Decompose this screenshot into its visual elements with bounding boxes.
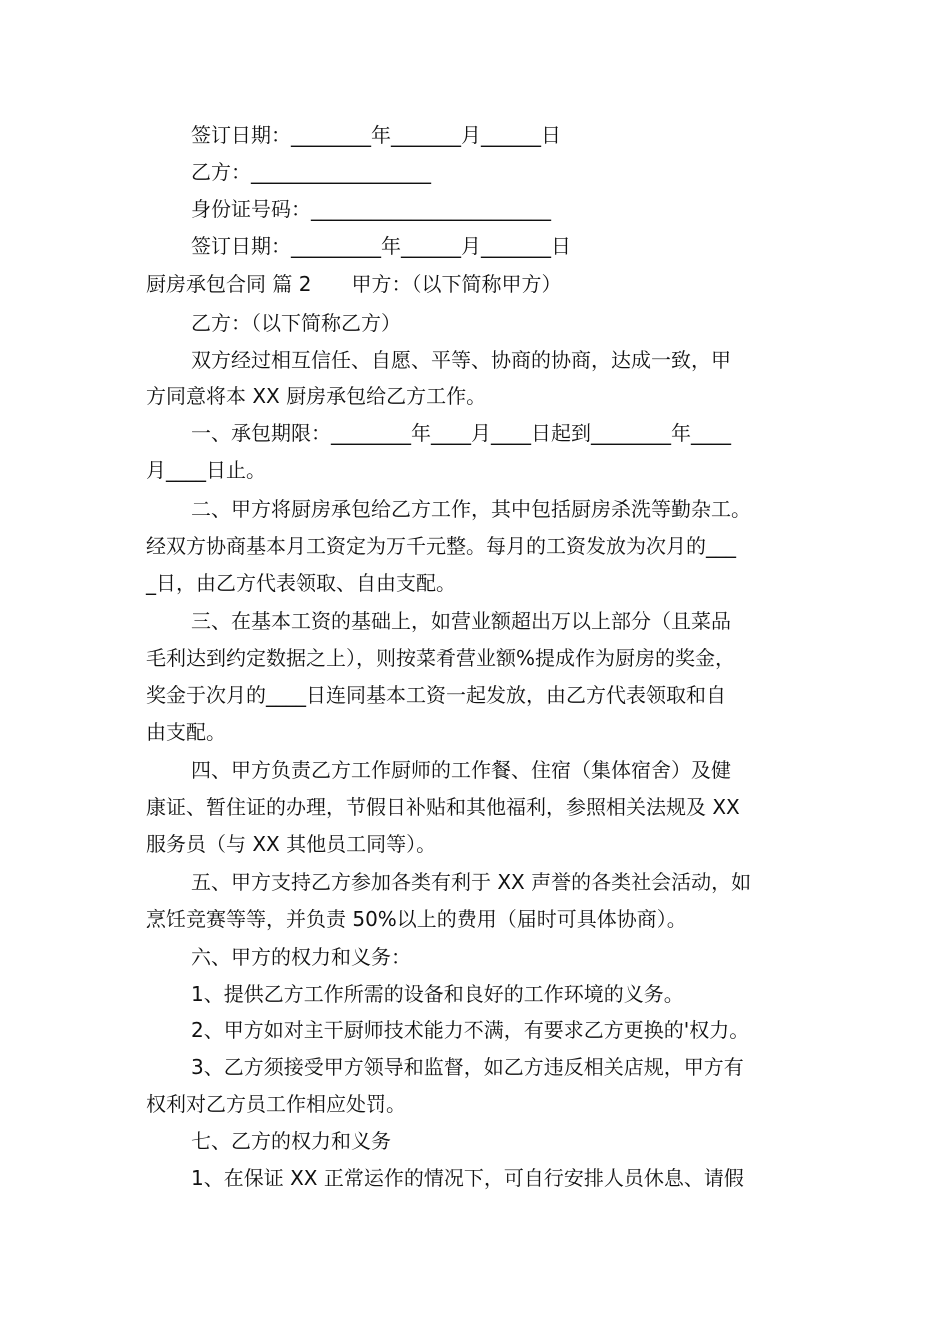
paragraph-line: 双方经过相互信任、自愿、平等、协商的协商，达成一致，甲 (191, 348, 731, 372)
clause-1-line: 月____日止。 (146, 458, 266, 482)
clause-3-line: 三、在基本工资的基础上，如营业额超出万以上部分（且菜品 (191, 609, 731, 633)
clause-7-heading: 七、乙方的权力和义务 (191, 1129, 391, 1153)
contract-heading-line: 厨房承包合同 篇 2 甲方：（以下简称甲方） (146, 272, 562, 296)
clause-3-line: 由支配。 (146, 720, 226, 744)
clause-2-line: 二、甲方将厨房承包给乙方工作，其中包括厨房杀洗等勤杂工。 (191, 497, 751, 521)
clause-4-line: 四、甲方负责乙方工作厨师的工作餐、住宿（集体宿舍）及健 (191, 758, 731, 782)
clause-6-item-1: 1、提供乙方工作所需的设备和良好的工作环境的义务。 (191, 982, 684, 1006)
paragraph-line: 方同意将本 XX 厨房承包给乙方工作。 (146, 384, 487, 408)
clause-6-heading: 六、甲方的权力和义务： (191, 945, 411, 969)
clause-6-item-3: 权利对乙方员工作相应处罚。 (146, 1092, 406, 1116)
clause-4-line: 康证、暂住证的办理，节假日补贴和其他福利，参照相关法规及 XX (146, 795, 740, 819)
clause-6-item-2: 2、甲方如对主干厨师技术能力不满，有要求乙方更换的'权力。 (191, 1018, 750, 1042)
clause-7-item-1: 1、在保证 XX 正常运作的情况下，可自行安排人员休息、请假 (191, 1166, 744, 1190)
id-number-line: 身份证号码：________________________ (191, 197, 551, 221)
sign-date-line-1: 签订日期：________年_______月______日 (191, 123, 561, 147)
clause-4-line: 服务员（与 XX 其他员工同等）。 (146, 832, 437, 856)
clause-6-item-3: 3、乙方须接受甲方领导和监督，如乙方违反相关店规，甲方有 (191, 1055, 744, 1079)
clause-3-line: 毛利达到约定数据之上），则按菜肴营业额%提成作为厨房的奖金， (146, 646, 736, 670)
clause-1-line: 一、承包期限：________年____月____日起到________年____ (191, 421, 731, 445)
party-b-abbrev-line: 乙方：（以下简称乙方） (191, 311, 401, 335)
clause-2-line: _日，由乙方代表领取、自由支配。 (146, 571, 456, 595)
clause-2-line: 经双方协商基本月工资定为万千元整。每月的工资发放为次月的___ (146, 534, 736, 558)
clause-5-line: 五、甲方支持乙方参加各类有利于 XX 声誉的各类社会活动，如 (191, 870, 752, 894)
party-b-line: 乙方：__________________ (191, 160, 431, 184)
clause-3-line: 奖金于次月的____日连同基本工资一起发放，由乙方代表领取和自 (146, 683, 726, 707)
clause-5-line: 烹饪竞赛等等，并负责 50%以上的费用（届时可具体协商）。 (146, 907, 687, 931)
sign-date-line-2: 签订日期：_________年______月_______日 (191, 234, 571, 258)
